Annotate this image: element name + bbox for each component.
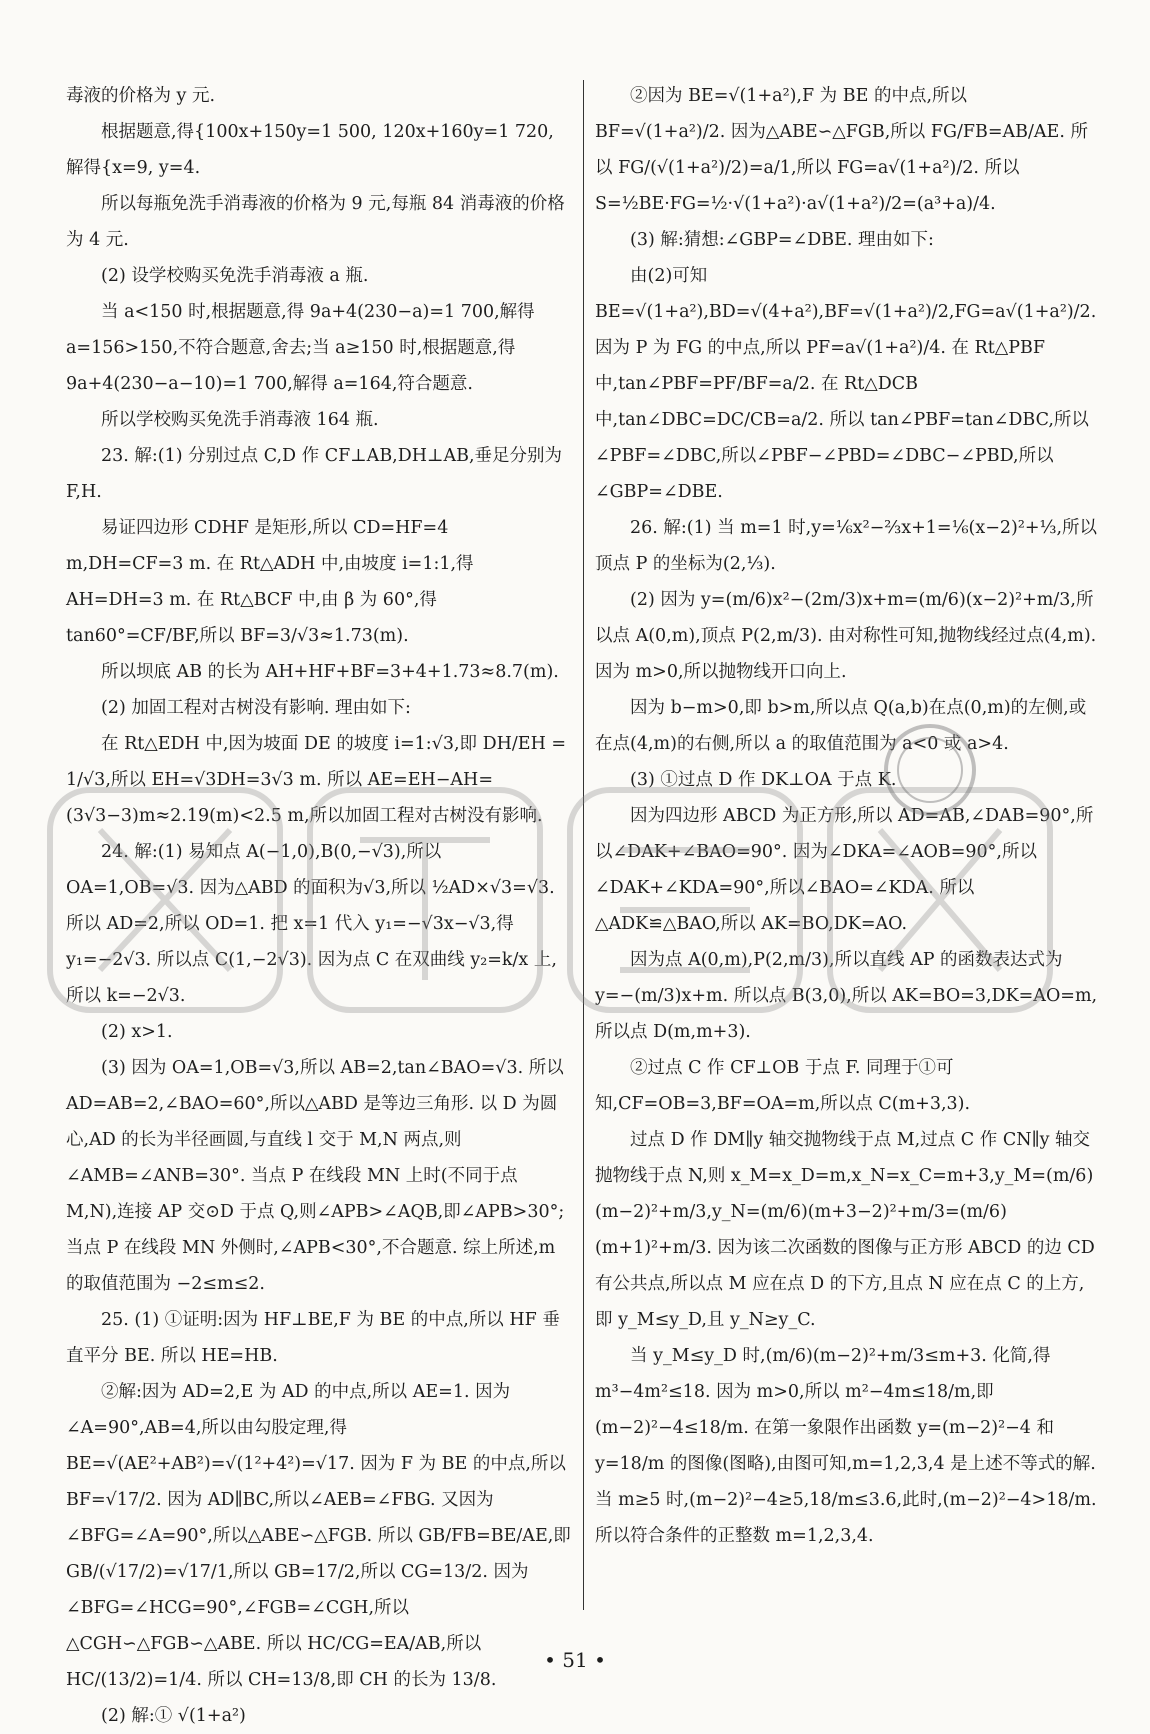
paragraph: 根据题意,得{100x+150y=1 500, 120x+160y=1 720,解得{x=9, y=4. bbox=[66, 122, 554, 178]
paragraph: 过点 D 作 DM∥y 轴交抛物线于点 M,过点 C 作 CN∥y 轴交抛物线于点 N,则 x_M=x_D=m,x_N=x_C=m+3,y_M=(m/6)(m−2)²+m/3,y_N=(m/6)(m+3−2)²+m/3=(m/6)(m+1)²+m/3. 因为该二次函数的图像与正方形 ABCD 的边 CD 有公共点,所以点 M 应在点 D 的下方,且点 N 应在点 C 的上方,即 y_M≤y_D,且 y_N≥y_C. bbox=[595, 1130, 1095, 1330]
paragraph: (2) x>1. bbox=[101, 1022, 173, 1042]
paragraph: 毒液的价格为 y 元. bbox=[66, 86, 216, 106]
paragraph: (2) 因为 y=(m/6)x²−(2m/3)x+m=(m/6)(x−2)²+m/3,所以点 A(0,m),顶点 P(2,m/3). 由对称性可知,抛物线经过点(4,m). 因为 m>0,所以抛物线开口向上. bbox=[595, 590, 1097, 682]
paragraph: (2) 解:① √(1+a²) bbox=[101, 1706, 246, 1726]
problem-25-heading: 25. (1) ①证明:因为 HF⊥BE,F 为 BE 的中点,所以 HF 垂直平分 BE. 所以 HE=HB. bbox=[66, 1310, 560, 1366]
paragraph: 所以每瓶免洗手消毒液的价格为 9 元,每瓶 84 消毒液的价格为 4 元. bbox=[66, 194, 565, 250]
paragraph: ②因为 BE=√(1+a²),F 为 BE 的中点,所以 BF=√(1+a²)/2. 因为△ABE∽△FGB,所以 FG/FB=AB/AE. 所以 FG/(√(1+a²)/2)=a/1,所以 FG=a√(1+a²)/2. 所以 S=½BE·FG=½·√(1+a²)·a√(1+a²)/2=(a³+a)/4. bbox=[595, 86, 1088, 214]
paragraph: ②解:因为 AD=2,E 为 AD 的中点,所以 AE=1. 因为∠A=90°,AB=4,所以由勾股定理,得 BE=√(AE²+AB²)=√(1²+4²)=√17. 因为 F 为 BE 的中点,所以 BF=√17/2. 因为 AD∥BC,所以∠AEB=∠FBG. 又因为∠BFG=∠A=90°,所以△ABE∽△FGB. 所以 GB/FB=BE/AE,即 GB/(√17/2)=√17/1,所以 GB=17/2,所以 CG=13/2. 因为∠BFG=∠HCG=90°,∠FGB=∠CGH,所以△CGH∽△FGB∽△ABE. 所以 HC/CG=EA/AB,所以 HC/(13/2)=1/4. 所以 CH=13/8,即 CH 的长为 13/8. bbox=[66, 1382, 571, 1690]
paragraph: 易证四边形 CDHF 是矩形,所以 CD=HF=4 m,DH=CF=3 m. 在 Rt△ADH 中,由坡度 i=1:1,得 AH=DH=3 m. 在 Rt△BCF 中,由 β 为 60°,得 tan60°=CF/BF,所以 BF=3/√3≈1.73(m). bbox=[66, 518, 474, 646]
paragraph: (3) ①过点 D 作 DK⊥OA 于点 K. bbox=[630, 770, 897, 790]
column-divider bbox=[583, 80, 584, 1610]
paragraph: 因为点 A(0,m),P(2,m/3),所以直线 AP 的函数表达式为 y=−(m/3)x+m. 所以点 B(3,0),所以 AK=BO=3,DK=AO=m,所以点 D(m,m+3). bbox=[595, 950, 1098, 1042]
right-column bbox=[595, 78, 1100, 1554]
page-number: • 51 • bbox=[544, 1648, 606, 1672]
problem-23-heading: 23. 解:(1) 分别过点 C,D 作 CF⊥AB,DH⊥AB,垂足分别为 F,H. bbox=[66, 446, 563, 502]
paragraph: 当 y_M≤y_D 时,(m/6)(m−2)²+m/3≤m+3. 化简,得 m³−4m²≤18. 因为 m>0,所以 m²−4m≤18/m,即(m−2)²−4≤18/m. 在第一象限作出函数 y=(m−2)²−4 和 y=18/m 的图像(图略),由图可知,m=1,2,3,4 是上述不等式的解. 当 m≥5 时,(m−2)²−4≥5,18/m≤3.6,此时,(m−2)²−4>18/m. 所以符合条件的正整数 m=1,2,3,4. bbox=[595, 1346, 1097, 1546]
paragraph: 因为 b−m>0,即 b>m,所以点 Q(a,b)在点(0,m)的左侧,或在点(4,m)的右侧,所以 a 的取值范围为 a<0 或 a>4. bbox=[595, 698, 1087, 754]
paragraph: 在 Rt△EDH 中,因为坡面 DE 的坡度 i=1:√3,即 DH/EH = 1/√3,所以 EH=√3DH=3√3 m. 所以 AE=EH−AH=(3√3−3)m≈2.19(m)<2.5 m,所以加固工程对古树没有影响. bbox=[66, 734, 567, 826]
paragraph: (2) 加固工程对古树没有影响. 理由如下: bbox=[101, 698, 411, 718]
paragraph: 所以坝底 AB 的长为 AH+HF+BF=3+4+1.73≈8.7(m). bbox=[101, 662, 559, 682]
paragraph: 由(2)可知 BE=√(1+a²),BD=√(4+a²),BF=√(1+a²)/2,FG=a√(1+a²)/2. 因为 P 为 FG 的中点,所以 PF=a√(1+a²)/4. 在 Rt△PBF 中,tan∠PBF=PF/BF=a/2. 在 Rt△DCB 中,tan∠DBC=DC/CB=a/2. 所以 tan∠PBF=tan∠DBC,所以∠PBF=∠DBC,所以∠PBF−∠PBD=∠DBC−∠PBD,所以∠GBP=∠DBE. bbox=[595, 266, 1097, 502]
paragraph: 当 a<150 时,根据题意,得 9a+4(230−a)=1 700,解得 a=156>150,不符合题意,舍去;当 a≥150 时,根据题意,得 9a+4(230−a−10)=1 700,解得 a=164,符合题意. bbox=[66, 302, 535, 394]
paragraph: ②过点 C 作 CF⊥OB 于点 F. 同理于①可知,CF=OB=3,BF=OA=m,所以点 C(m+3,3). bbox=[595, 1058, 971, 1114]
paragraph: (3) 解:猜想:∠GBP=∠DBE. 理由如下: bbox=[630, 230, 934, 250]
problem-26-heading: 26. 解:(1) 当 m=1 时,y=⅙x²−⅔x+1=⅙(x−2)²+⅓,所以顶点 P 的坐标为(2,⅓). bbox=[595, 518, 1098, 574]
paragraph: 所以学校购买免洗手消毒液 164 瓶. bbox=[101, 410, 379, 430]
left-column bbox=[66, 78, 571, 1734]
paragraph: (3) 因为 OA=1,OB=√3,所以 AB=2,tan∠BAO=√3. 所以 AD=AB=2,∠BAO=60°,所以△ABD 是等边三角形. 以 D 为圆心,AD 的长为半径画圆,与直线 l 交于 M,N 两点,则 ∠AMB=∠ANB=30°. 当点 P 在线段 MN 上时(不同于点 M,N),连接 AP 交⊙D 于点 Q,则∠APB>∠AQB,即∠APB>30°;当点 P 在线段 MN 外侧时,∠APB<30°,不合题意. 综上所述,m 的取值范围为 −2≤m≤2. bbox=[66, 1058, 565, 1294]
problem-24-heading: 24. 解:(1) 易知点 A(−1,0),B(0,−√3),所以 OA=1,OB=√3. 因为△ABD 的面积为√3,所以 ½AD×√3=√3. 所以 AD=2,所以 OD=1. 把 x=1 代入 y₁=−√3x−√3,得 y₁=−2√3. 所以点 C(1,−2√3). 因为点 C 在双曲线 y₂=k/x 上,所以 k=−2√3. bbox=[66, 842, 557, 1006]
paragraph: 因为四边形 ABCD 为正方形,所以 AD=AB,∠DAB=90°,所以∠DAK+∠BAO=90°. 因为∠DKA=∠AOB=90°,所以∠DAK+∠KDA=90°,所以∠BAO=∠KDA. 所以△ADK≌△BAO,所以 AK=BO,DK=AO. bbox=[595, 806, 1094, 934]
paragraph: (2) 设学校购买免洗手消毒液 a 瓶. bbox=[101, 266, 369, 286]
